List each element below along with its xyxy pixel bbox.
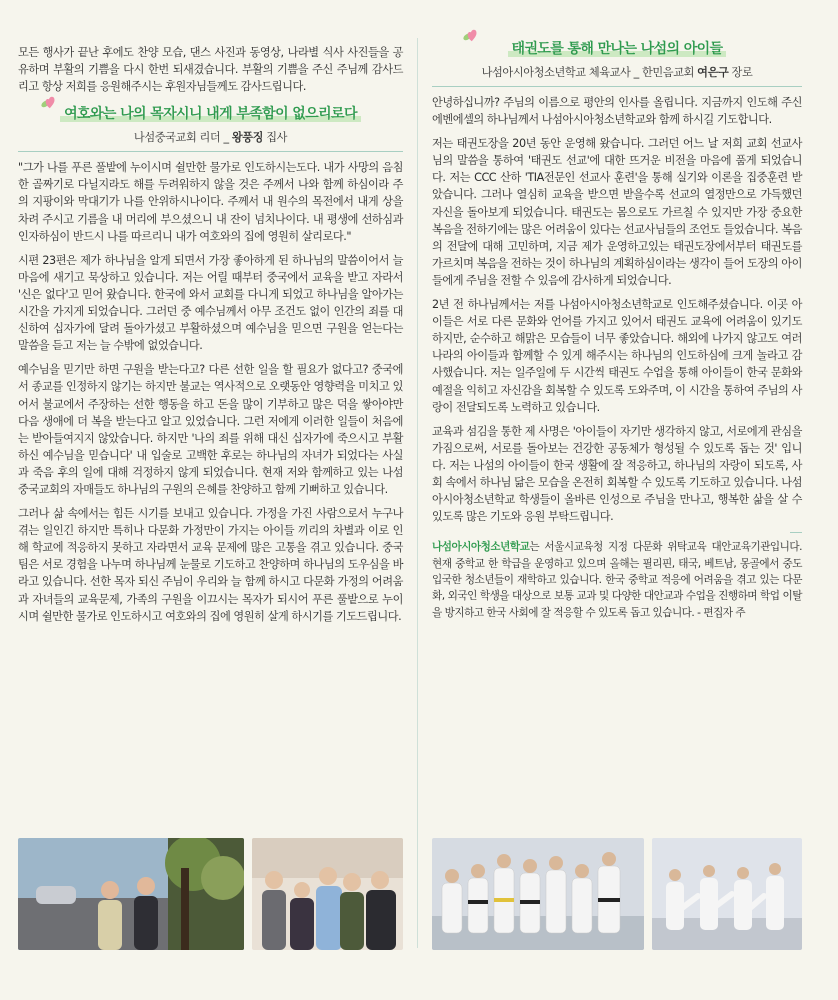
right-byline-org: 나섬아시아청소년학교 체육교사 _ 한민음교회 bbox=[481, 66, 698, 79]
heart-leaf-icon bbox=[40, 93, 58, 111]
left-article-title: 여호와는 나의 목자시니 내게 부족함이 없으리로다 bbox=[64, 103, 357, 123]
left-paragraph-2: 시편 23편은 제가 하나님을 알게 되면서 가장 좋아하게 된 하나님의 말씀이어서 늘 마음에 새기고 묵상하고 있습니다. 저는 어릴 때부터 중국에서 교육을 받고 자라서 '신은 없다'고 믿어 왔습니다. 한국에 와서 교회를 다니게 되었고 하나님을 알아가는 시간을 가지게 되었습니다. 그러던 중 예수님께서 아무 조건도 없이 인간의 죄를 대신하여 십자가에 달려 돌아가셨고 부활하셨으며 예수님을 믿으면 구원을 얻는다는 말씀을 듣고 저는 늘 수밖에 없었습니다. bbox=[18, 253, 403, 353]
editor-note bbox=[432, 539, 802, 621]
right-column bbox=[432, 0, 802, 628]
photo-taekwondo-kicks bbox=[652, 838, 802, 950]
left-byline-org: 나섬중국교회 리더 _ bbox=[133, 131, 232, 145]
photo-church-group bbox=[252, 838, 403, 950]
editor-note-org: 나섬아시아청소년학교 bbox=[432, 541, 530, 554]
editor-note-text: 는 서울시교육청 지정 다문화 위탁교육 대안교육기관입니다. 현재 중학교 한 학급을 운영하고 있으며 올해는 필리핀, 태국, 베트남, 몽골에서 중도 입국한 청소년들이 재학하고 있습니다. 한국 중학교 적응에 어려움을 겪고 있는 다문화, 외국인 학생을 대상으로 보통 교과 및 다양한 대안교과 수업을 진행하며 학업 이탈을 방지하고 한국 사회에 잘 적응할 수 있도록 돕고 있습니다. - 편집자 주 bbox=[432, 541, 802, 619]
left-paragraph-3: 예수님을 믿기만 하면 구원을 받는다고? 다른 선한 일을 할 필요가 없다고? 중국에서 종교를 인정하지 않기는 하지만 불교는 역사적으로 오랫동안 영향력을 미치고 있어서 불교에서 주장하는 선한 행동을 하고 돈을 많이 기부하고 많은 덕을 쌓아야만 다음 생애에 더 복을 받는다고 알고 있었습니다. 그런 저에게 이러한 일들이 처음에는 받아들여지지 않았습니다. 하지만 '나의 죄를 위해 대신 십자가에 죽으시고 부활하신 예수님을 믿습니다' 내 입술로 고백한 후로는 하나님의 자녀가 되었다는 사실과 죽음 후의 일에 대해 걱정하지 않게 되었습니다. 현재 저와 함께하고 있는 나섬 중국교회의 자매들도 하나님의 구원의 은혜를 찬양하고 함께 기뻐하고 있습니다. bbox=[18, 363, 403, 496]
heart-leaf-icon bbox=[462, 26, 480, 44]
intro-paragraph: 모든 행사가 끝난 후에도 찬양 모습, 댄스 사진과 동영상, 나라별 식사 사진들을 공유하며 부활의 기쁨을 다시 한번 되새겼습니다. 부활의 기쁨을 주신 주님께 감사드리고 항상 저희를 응원해주시는 후원자님들께도 감사드립니다. bbox=[18, 46, 403, 94]
left-paragraph-1: "그가 나를 푸른 풀밭에 누이시며 쉴만한 물가로 인도하시는도다. 내가 사망의 음침한 골짜기로 다닐지라도 해를 두려워하지 않을 것은 주께서 나와 함께 하심이라 주의 지팡이와 막대기가 나를 안위하시나이다. 주께서 내 원수의 목전에서 내게 상을 차려 주시고 기름을 내 머리에 부으셨으니 내 잔이 넘치나이다. 내 평생에 선하심과 인자하심이 반드시 나를 따르리니 내가 여호와의 집에 영원히 살리로다." bbox=[18, 161, 403, 243]
left-paragraph-4: 그러나 삶 속에서는 힘든 시기를 보내고 있습니다. 가정을 가진 사람으로서 누구나 겪는 일인긴 하지만 특히나 다문화 가정만이 가지는 아이들 끼리의 차별과 이로 인해 학교에 적응하지 못하고 자라면서 교육 문제에 많은 고통을 겪고 있습니다. 중국팀은 서로 경험을 나누며 하나님께 눈물로 기도하고 찬양하며 하나님의 도우심을 바라고 있습니다. 선한 목자 되신 주님이 우리와 늘 함께 하시고 다문화 가정의 어려움과 자녀들의 교육문제, 가족의 구원을 이끄시는 목자가 되시어 푸른 풀밭으로 누이시며 쉴만한 물가로 인도하시고 여호와의 집에 영원히 살게 하시기를 기도드립니다. bbox=[18, 507, 403, 623]
photo-street-women bbox=[18, 838, 244, 950]
note-divider bbox=[790, 532, 802, 533]
right-paragraph-3: 2년 전 하나님께서는 저를 나섬아시아청소년학교로 인도해주셨습니다. 이곳 아이들은 서로 다른 문화와 언어를 가지고 있어서 태권도 교육에 어려움이 있기도 하지만, 순수하고 해맑은 모습들이 너무 좋았습니다. 해외에 나가지 않고도 여러 나라의 아이들과 함께할 수 있게 해주시는 하나님의 인도하심에 크게 놀라고 감사했습니다. 저는 일주일에 두 시간씩 태권도 수업을 통해 아이들이 한국 문화와 예절을 익히고 자신감을 회복할 수 있도록 도와주며, 이 시간을 통하여 주님의 사랑이 전달되도록 노력하고 있습니다. bbox=[432, 298, 802, 414]
left-byline-role: 집사 bbox=[263, 131, 288, 145]
photo-icon bbox=[252, 838, 403, 950]
right-article-title: 태권도를 통해 만나는 나섬의 아이들 bbox=[512, 38, 723, 58]
left-separator bbox=[18, 151, 403, 152]
left-byline bbox=[18, 129, 403, 145]
right-byline bbox=[432, 64, 802, 80]
right-byline-name: 여은구 bbox=[697, 66, 729, 79]
photo-taekwondo-group bbox=[432, 838, 644, 950]
left-column bbox=[18, 0, 403, 632]
photo-icon bbox=[432, 838, 644, 950]
right-paragraph-2: 저는 태권도장을 20년 동안 운영해 왔습니다. 그러던 어느 날 저희 교회 선교사님의 말씀을 통하여 '태권도 선교'에 대한 뜨거운 비전을 마음에 품게 되었습니다. 저는 CCC 산하 'TIA전문인 선교사 훈련'을 통해 실기와 이론을 집중훈련 받았습니다. 그러나 열심히 교육을 받으면 받을수록 선교의 열정만으로 가득했던 자신을 돌아보게 되었습니다. 태권도는 몸으로도 가르칠 수 있지만 가장 중요한 복음을 전하기에는 많은 어려움이 있다는 선교사님들의 조언도 들었습니다. 복음의 전달에 대해 고민하며, 지금 제가 운영하고있는 태권도장에서부터 태권도를 가르치며 복음을 전하는 것이 하나님의 계획하심이라는 생각이 들어 도장의 아이들에게 주님을 전할 수 있음에 감사하게 되었습니다. bbox=[432, 137, 802, 287]
left-byline-name: 왕풍징 bbox=[231, 131, 264, 145]
photo-icon bbox=[18, 838, 244, 950]
right-paragraph-4: 교육과 섬김을 통한 제 사명은 '아이들이 자기만 생각하지 않고, 서로에게 관심을 가짐으로써, 서로를 돌아보는 건강한 공동체가 형성될 수 있도록 돕는 것' 입니다. 저는 나섬의 아이들이 한국 생활에 잘 적응하고, 하나님의 자랑이 되도록, 사회 속에서 하나님 닮은 모습을 온전히 회복할 수 있도록 기도하고 있습니다. 나섬아시아청소년학교 학생들이 올바른 인성으로 주님을 만나고, 행복한 삶을 살 수 있도록 많은 기도와 응원 부탁드립니다. bbox=[432, 424, 802, 524]
right-heading bbox=[432, 38, 802, 58]
photo-icon bbox=[652, 838, 802, 950]
right-byline-role: 장로 bbox=[728, 66, 753, 79]
right-paragraph-1: 안녕하십니까? 주님의 이름으로 평안의 인사를 올립니다. 지금까지 인도해 주신 에벤에셀의 하나님께서 나섬아시아청소년학교와 함께 하시길 기도합니다. bbox=[432, 96, 802, 127]
right-photo-row bbox=[432, 838, 802, 950]
left-photo-row bbox=[18, 838, 403, 950]
right-separator bbox=[432, 86, 802, 87]
column-divider bbox=[417, 38, 418, 948]
left-heading bbox=[18, 103, 403, 123]
